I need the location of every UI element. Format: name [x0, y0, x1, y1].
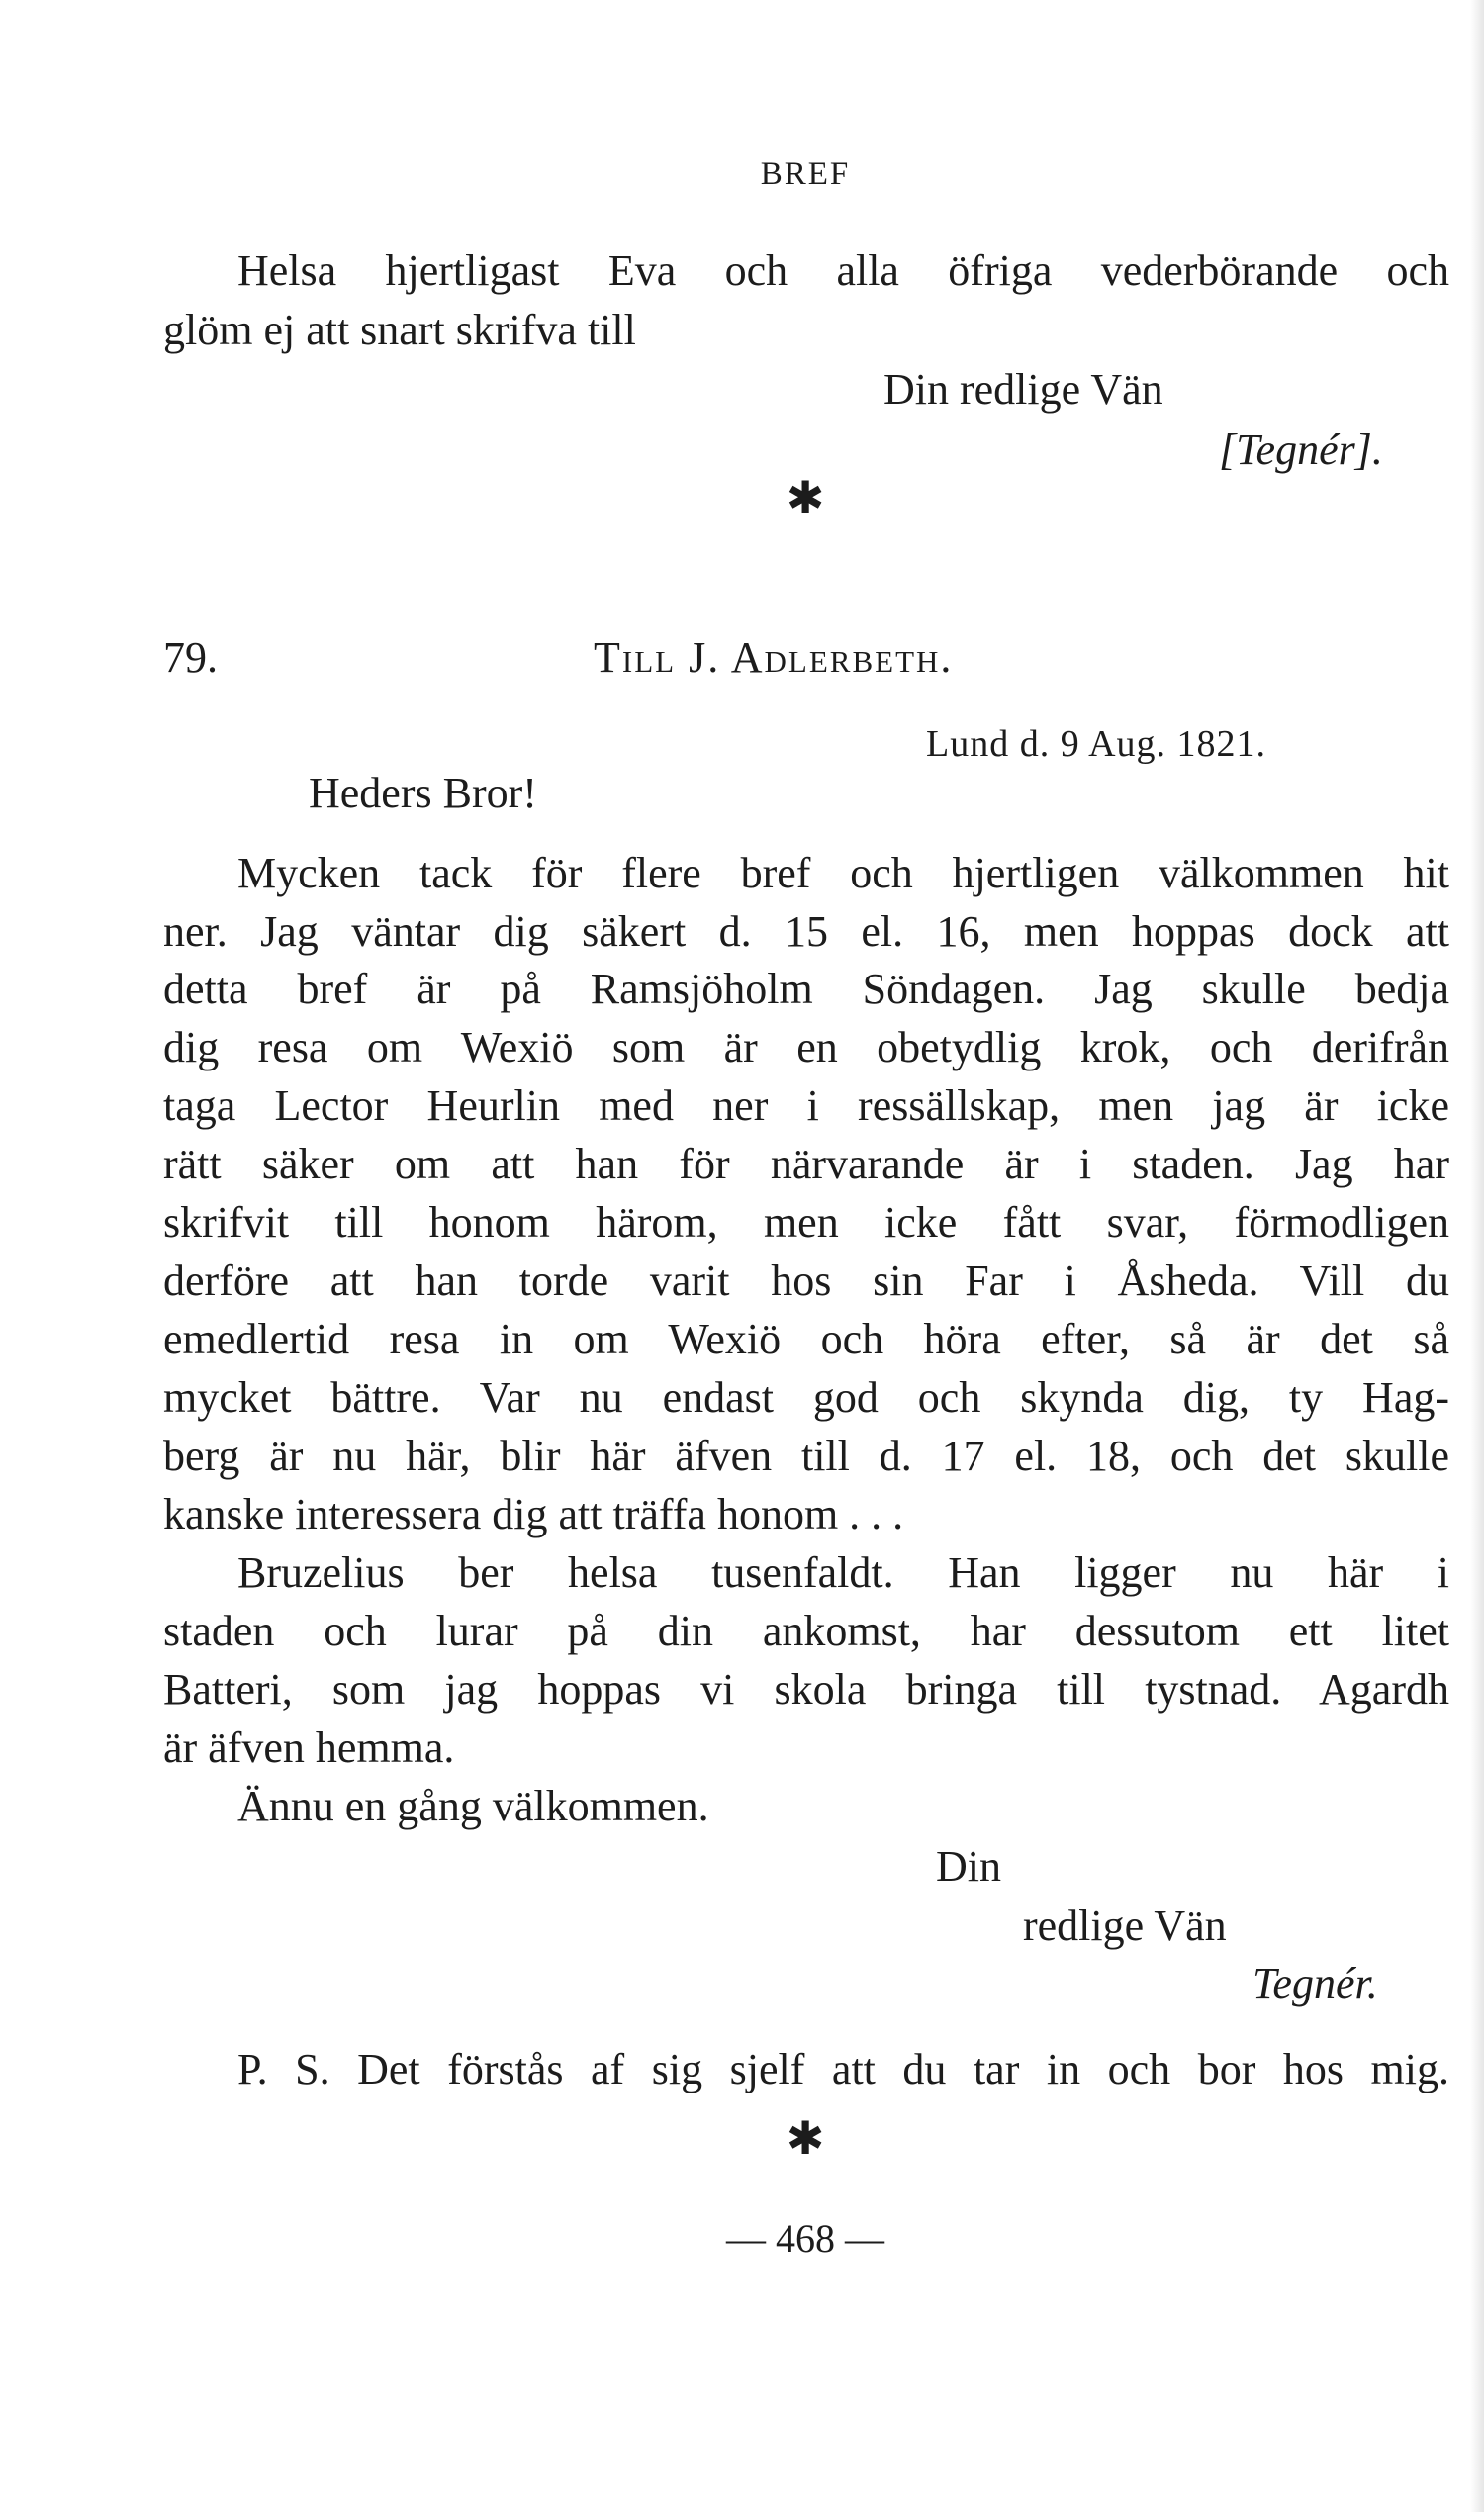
letter-body-line: rätt säker om att han för närvarande är i staden. Jag har — [163, 1140, 1449, 1188]
letter-body-line: derföre att han torde varit hos sin Far i Åsheda. Vill du — [163, 1256, 1449, 1305]
letter-body-line: berg är nu här, blir här äfven till d. 17 el. 18, och det skulle — [163, 1432, 1449, 1480]
letter-place-date: Lund d. 9 Aug. 1821. — [926, 723, 1267, 765]
letter-body-line: skrifvit till honom härom, men icke fått svar, förmodligen — [163, 1198, 1449, 1247]
running-head: BREF — [760, 156, 851, 192]
letter-signature: Tegnér. — [1252, 1959, 1378, 2007]
letter-body-line: emedlertid resa in om Wexiö och höra efter, så är det så — [163, 1315, 1449, 1363]
page-number: — 468 — — [726, 2216, 884, 2261]
letter-body-line: Mycken tack för flere bref och hjertligen välkommen hit — [237, 849, 1449, 897]
letter-body-line: mycket bättre. Var nu endast god och skynda dig, ty Hag- — [163, 1373, 1449, 1422]
letter-salutation: Heders Bror! — [309, 769, 537, 817]
letter-body-line: kanske interessera dig att träffa honom . . . — [163, 1490, 904, 1538]
letter-body-line: Bruzelius ber helsa tusenfaldt. Han ligger nu här i — [237, 1548, 1449, 1597]
letter-heading: Till J. Adlerbeth. — [594, 633, 954, 682]
separator-star-icon: ✱ — [786, 2111, 825, 2165]
letter-closing-line-2: redlige Vän — [1023, 1902, 1227, 1950]
letter-body-line: är äfven hemma. — [163, 1723, 455, 1772]
letter-number: 79. — [163, 633, 218, 682]
previous-letter-line-2: glöm ej att snart skrifva till — [163, 306, 636, 354]
previous-letter-signature: [Tegnér]. — [1219, 425, 1383, 474]
letter-body-line: dig resa om Wexiö som är en obetydlig krok, och derifrån — [163, 1023, 1449, 1071]
separator-star-icon: ✱ — [786, 471, 825, 524]
letter-body-line: staden och lurar på din ankomst, har dessutom ett litet — [163, 1607, 1449, 1655]
letter-body-line: ner. Jag väntar dig säkert d. 15 el. 16, men hoppas dock att — [163, 907, 1449, 956]
previous-letter-line-1: Helsa hjertligast Eva och alla öfriga vederbörande och — [237, 246, 1449, 295]
letter-body-line: taga Lector Heurlin med ner i ressällskap, men jag är icke — [163, 1081, 1449, 1130]
letter-closing-line-1: Din — [936, 1842, 1001, 1891]
letter-body-line: detta bref är på Ramsjöholm Söndagen. Jag skulle bedja — [163, 965, 1449, 1013]
letter-body-line: Batteri, som jag hoppas vi skola bringa till tystnad. Agardh — [163, 1665, 1449, 1714]
postscript: P. S. Det förstås af sig sjelf att du tar in och bor hos mig. — [237, 2045, 1449, 2093]
previous-letter-closing: Din redlige Vän — [883, 365, 1163, 414]
page-edge-shadow — [1470, 0, 1484, 2512]
letter-body-line: Ännu en gång välkommen. — [237, 1782, 709, 1830]
